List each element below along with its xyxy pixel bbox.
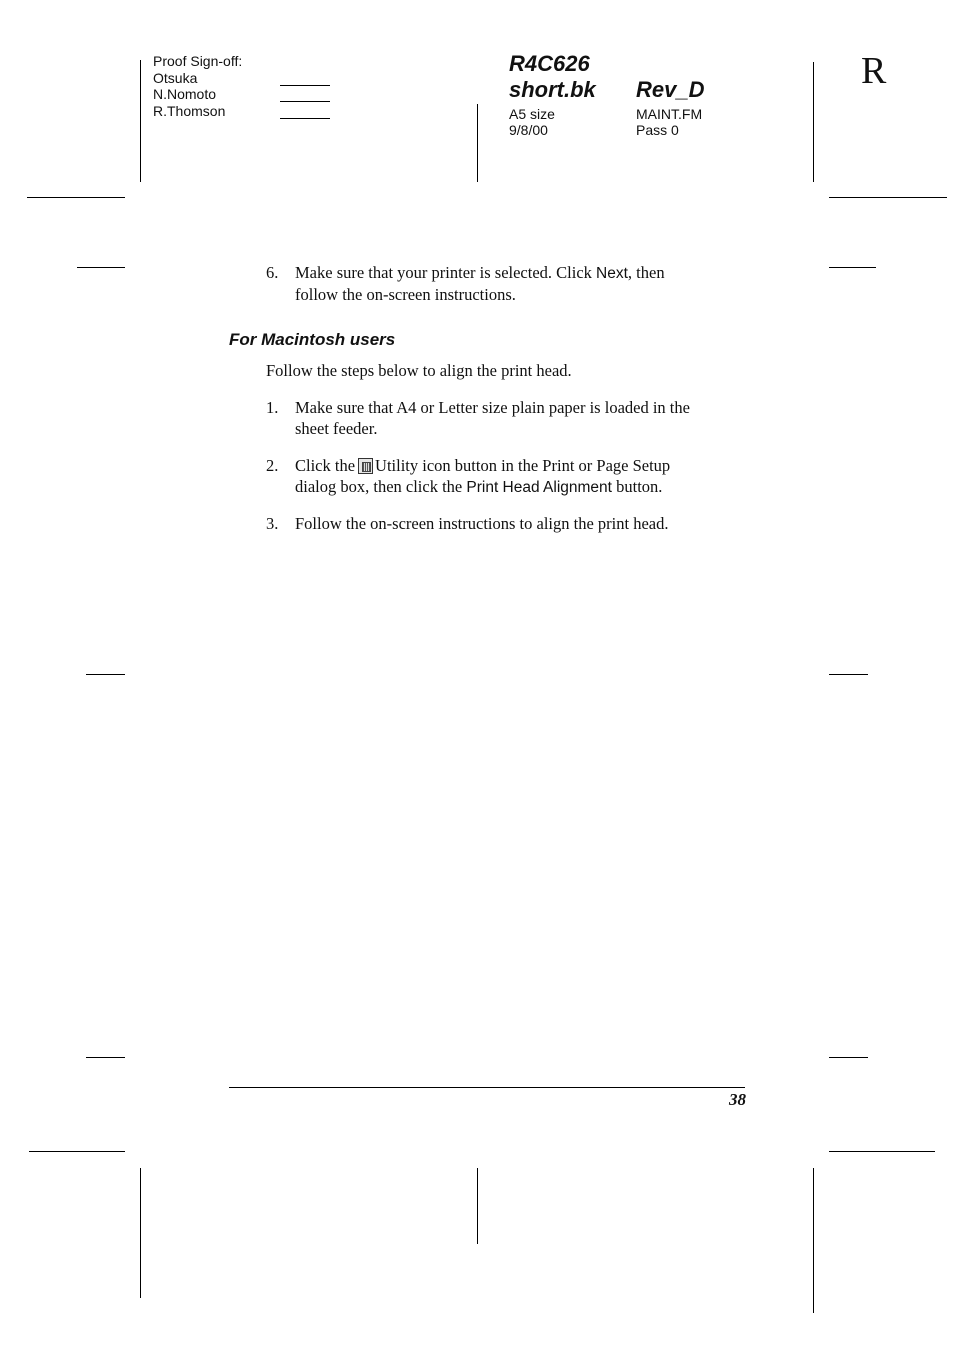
trim-mark-left-1 bbox=[77, 267, 125, 268]
header-rev: Rev_D bbox=[636, 77, 705, 102]
header-book: short.bk bbox=[509, 77, 596, 102]
mac-step-1-line-2: sheet feeder. bbox=[295, 419, 378, 438]
header-file: MAINT.FM bbox=[636, 106, 703, 122]
step-6-number: 6. bbox=[266, 263, 279, 282]
crop-mark-bottom-right-vertical bbox=[813, 1168, 814, 1313]
mac-step-2-line-2-before: dialog box, then click the bbox=[295, 477, 467, 496]
mac-step-2-line-2-after: button. bbox=[611, 477, 663, 496]
page-number: 38 bbox=[729, 1090, 746, 1109]
crop-mark-bottom-left-horizontal bbox=[29, 1151, 125, 1152]
mac-step-2-text-after: Utility icon button in the Print or Page Setup bbox=[375, 456, 671, 475]
mac-step-2-text-before: Click the bbox=[295, 456, 356, 475]
trim-mark-right-2 bbox=[829, 674, 868, 675]
crop-mark-top-right-horizontal bbox=[829, 197, 947, 198]
mac-step-3-number: 3. bbox=[266, 514, 279, 533]
trim-mark-right-3 bbox=[829, 1057, 868, 1058]
mac-step-2-line-2 bbox=[295, 476, 755, 498]
crop-mark-top-left-vertical bbox=[140, 60, 141, 182]
section-heading: For Macintosh users bbox=[229, 330, 396, 349]
intro-text: Follow the steps below to align the print head. bbox=[266, 361, 572, 380]
mac-step-1-line-1: Make sure that A4 or Letter size plain paper is loaded in the bbox=[295, 398, 690, 417]
mac-step-2-number: 2. bbox=[266, 456, 279, 475]
trim-mark-left-2 bbox=[86, 674, 125, 675]
mac-step-3-text: Follow the on-screen instructions to align the print head. bbox=[295, 514, 669, 533]
trim-mark-right-1 bbox=[829, 267, 876, 268]
crop-mark-bottom-right-horizontal bbox=[829, 1151, 935, 1152]
proof-signoff-block bbox=[153, 53, 242, 119]
header-code: R4C626 bbox=[509, 51, 590, 76]
mac-step-2-line-1 bbox=[295, 455, 755, 476]
footer-rule bbox=[229, 1087, 745, 1088]
signature-blank-1 bbox=[280, 85, 330, 86]
utility-icon bbox=[358, 458, 373, 474]
crop-mark-top-right-vertical bbox=[813, 62, 814, 182]
step-6-text-after: , then bbox=[627, 263, 665, 282]
signature-blank-2 bbox=[280, 101, 330, 102]
header-size: A5 size bbox=[509, 106, 555, 122]
mac-step-1-number: 1. bbox=[266, 398, 279, 417]
mac-step-2-text bbox=[295, 455, 755, 498]
signature-blank-3 bbox=[280, 118, 330, 119]
crop-mark-top-center-vertical bbox=[477, 104, 478, 182]
proof-name-otsuka: Otsuka bbox=[153, 69, 198, 86]
next-button-label: Next bbox=[596, 265, 628, 282]
corner-letter: R bbox=[861, 50, 887, 92]
mac-step-1-text bbox=[295, 397, 755, 439]
step-6-line-2: follow the on-screen instructions. bbox=[295, 285, 516, 304]
step-6-text bbox=[295, 262, 755, 305]
proof-name-thomson: R.Thomson bbox=[153, 102, 226, 119]
header-date: 9/8/00 bbox=[509, 122, 548, 138]
step-6-text-before: Make sure that your printer is selected. Click bbox=[295, 263, 597, 282]
crop-mark-top-left-horizontal bbox=[27, 197, 125, 198]
print-head-alignment-button-label: Print Head Alignment bbox=[466, 479, 612, 496]
step-6-line-1 bbox=[295, 262, 755, 284]
crop-mark-bottom-center-vertical bbox=[477, 1168, 478, 1244]
proof-signoff-title: Proof Sign-off: bbox=[153, 53, 243, 69]
crop-mark-bottom-left-vertical bbox=[140, 1168, 141, 1298]
trim-mark-left-3 bbox=[86, 1057, 125, 1058]
header-pass: Pass 0 bbox=[636, 122, 679, 138]
proof-name-nomoto: N.Nomoto bbox=[153, 86, 217, 102]
